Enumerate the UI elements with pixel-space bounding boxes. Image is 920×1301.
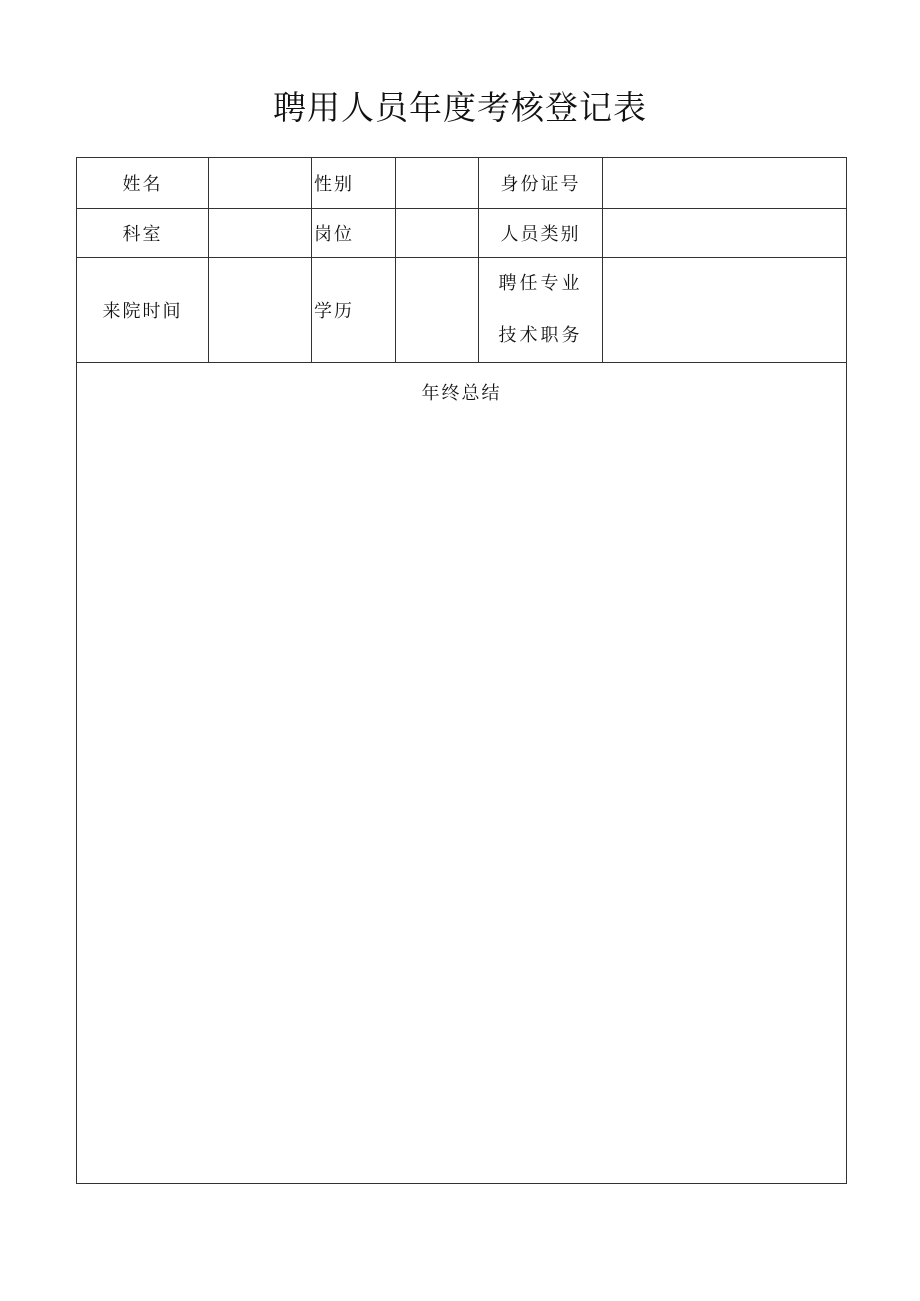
gender-label: 性别 (312, 158, 396, 209)
education-label: 学历 (312, 258, 396, 363)
form-row-basic-info (77, 158, 847, 209)
registration-form-table (76, 157, 847, 1184)
gender-field[interactable] (396, 158, 479, 209)
position-label: 岗位 (312, 209, 396, 258)
staff-type-label: 人员类别 (479, 209, 603, 258)
annual-summary-field[interactable] (77, 363, 847, 1184)
form-row-summary (77, 363, 847, 1184)
department-label: 科室 (77, 209, 209, 258)
department-field[interactable] (209, 209, 312, 258)
name-field[interactable] (209, 158, 312, 209)
document-title: 聘用人员年度考核登记表 (273, 88, 647, 127)
id-number-label: 身份证号 (479, 158, 603, 209)
appointed-title-label-line2: 技术职务 (498, 325, 583, 346)
form-row-employment (77, 258, 847, 363)
form-row-department (77, 209, 847, 258)
annual-summary-label: 年终总结 (421, 383, 502, 404)
name-label: 姓名 (77, 158, 209, 209)
education-field[interactable] (396, 258, 479, 363)
join-time-field[interactable] (209, 258, 312, 363)
appointed-title-field[interactable] (603, 258, 847, 363)
staff-type-field[interactable] (603, 209, 847, 258)
join-time-label: 来院时间 (77, 258, 209, 363)
appointed-title-label-cell (479, 258, 603, 363)
id-number-field[interactable] (603, 158, 847, 209)
position-field[interactable] (396, 209, 479, 258)
appointed-title-label-line1: 聘任专业 (498, 273, 583, 294)
